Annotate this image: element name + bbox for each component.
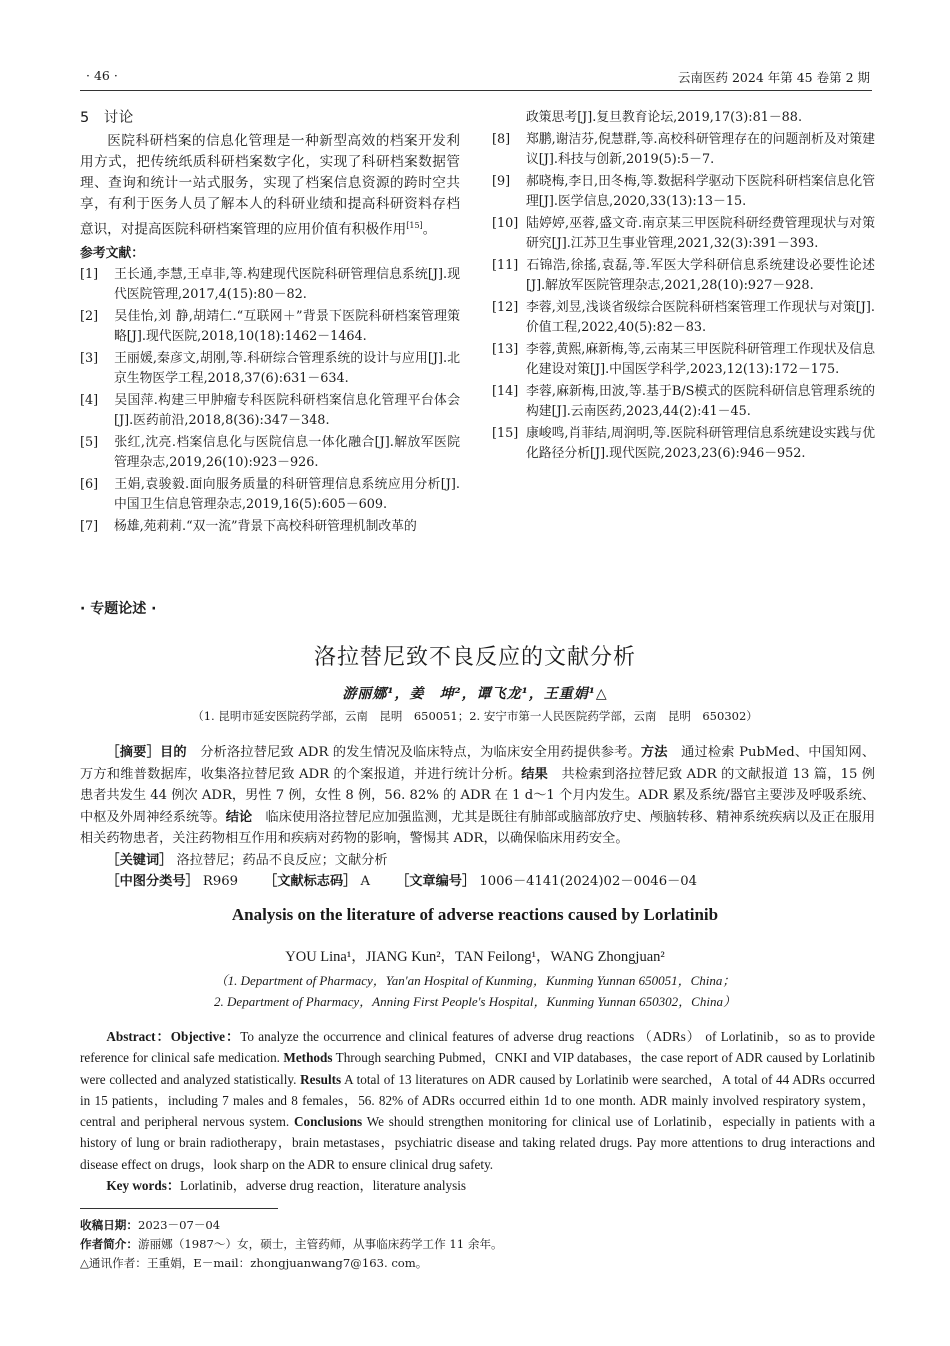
reference-item [80, 349, 460, 390]
reference-item [492, 424, 875, 465]
abstract-cn [80, 742, 875, 893]
corresponding-value: 王重娟，E－mail：zhongjuanwang7@163. com。 [146, 1256, 428, 1270]
citation: [15] [406, 221, 423, 230]
reference-item [492, 340, 875, 381]
conclusion-label: 结论 [225, 809, 253, 825]
header-rule [80, 90, 872, 91]
references-right [492, 130, 875, 465]
author-bio [80, 1235, 503, 1254]
affiliation-en-2: 2. Department of Pharmacy，Anning First People's Hospital，Kunming Yunnan 650302，China） [214, 994, 736, 1009]
clc-label: ［中图分类号］ [106, 874, 199, 889]
reference-text: 郑鹏,谢洁芬,倪慧群,等.高校科研管理存在的问题剖析及对策建议[J].科技与创新,2019(5):5－7. [526, 131, 875, 167]
abstract-cn-label: ［摘要］ [106, 745, 160, 760]
article-title-cn: 洛拉替尼致不良反应的文献分析 [313, 645, 636, 670]
discussion-text: 医院科研档案的信息化管理是一种新型高效的档案开发利用方式，把传统纸质科研档案数字化，实现了科研档案数据管理、查询和统计一站式服务，实现了档案信息资源的跨时空共享，有利于医务人员了解本人的科研业绩和提高科研资料存档意识，对提高医院科研档案管理的应用价值有积极作用 [80, 133, 460, 238]
reference-number: [4] [80, 392, 99, 408]
article-no-value: 1006－4141(2024)02－0046－04 [479, 874, 698, 889]
reference-item [80, 517, 460, 538]
abstract-cn-body [80, 742, 875, 850]
keywords-en [80, 1175, 875, 1196]
received-date [80, 1216, 503, 1235]
reference-text: 王丽媛,秦彦文,胡刚,等.科研综合管理系统的设计与应用[J].北京生物医学工程,2018,37(6):631－634. [114, 350, 460, 387]
reference-text: 张红,沈亮.档案信息化与医院信息一体化融合[J].解放军医院管理杂志,2019,26(10):923－926. [114, 434, 460, 471]
authors-cn: 游丽娜¹，姜 坤²，谭飞龙¹，王重娟¹△ [342, 686, 608, 702]
article-no-label: ［文章编号］ [396, 874, 476, 889]
classification-line [80, 871, 875, 893]
affiliation-en-1: （1. Department of Pharmacy，Yan'an Hospital of Kunming，Kunming Yunnan 650051，China； [214, 973, 736, 988]
author-bio-value: 游丽娜（1987～）女，硕士，主管药师，从事临床药学工作 11 余年。 [137, 1237, 503, 1251]
reference-number: [10] [492, 215, 519, 231]
reference-item [492, 298, 875, 339]
reference-continuation: 政策思考[J].复旦教育论坛,2019,17(3):81－88. [526, 110, 803, 125]
clc-value: R969 [202, 874, 239, 889]
discussion-heading [80, 108, 460, 129]
keywords-cn-value: 洛拉替尼；药品不良反应；文献分析 [176, 852, 388, 868]
corresponding-author [80, 1254, 503, 1273]
received-label: 收稿日期： [80, 1218, 138, 1232]
doc-code-label: ［文献标志码］ [264, 874, 357, 889]
authors-en: YOU Lina¹，JIANG Kun²，TAN Feilong¹，WANG Zhongjuan² [285, 949, 665, 965]
objective-en-label: Objective： [170, 1029, 241, 1044]
reference-item [492, 256, 875, 297]
methods-en-label: Methods [283, 1050, 333, 1066]
reference-item [80, 475, 460, 516]
reference-number: [3] [80, 350, 99, 366]
doc-code-value: A [360, 874, 371, 889]
reference-text: 王娟,袁骏毅.面向服务质量的科研管理信息系统应用分析[J].中国卫生信息管理杂志,2019,16(5):605－609. [114, 476, 460, 513]
reference-number: [13] [492, 341, 519, 357]
objective-text: 分析洛拉替尼致 ADR 的发生情况及临床特点，为临床安全用药提供参考。 [200, 745, 641, 760]
reference-item [80, 307, 460, 348]
reference-item [80, 433, 460, 474]
footnotes [80, 1216, 503, 1273]
results-en-label: Results [300, 1071, 342, 1087]
reference-number: [8] [492, 131, 511, 147]
results-en-text: A total of 13 literatures on ADR caused by Lorlatinib were searched，A total of 44 ADRs occurred in 15 patients，including 7 males and 8 females，56. 82% of ADRs occurred eithin 1d to one month. ADR mainly involved respiratory system，central and peripheral nervous system. [80, 1071, 875, 1130]
reference-number: [15] [492, 425, 519, 441]
reference-text: 杨雄,苑莉莉.“双一流”背景下高校科研管理机制改革的 [114, 518, 417, 534]
references-heading: 参考文献： [80, 245, 144, 261]
footnote-rule [80, 1208, 278, 1209]
author-bio-label: 作者简介： [80, 1237, 138, 1251]
abstract-en-body [80, 1026, 875, 1175]
conclusions-en-label: Conclusions [293, 1114, 363, 1130]
abstract-en-label: Abstract： [106, 1029, 171, 1044]
methods-label: 方法 [640, 745, 668, 760]
keywords-en-value: Lorlatinib，adverse drug reaction，literature analysis [180, 1178, 467, 1194]
conclusion-text: 临床使用洛拉替尼应加强监测，尤其是既往有肺部或脑部放疗史、颅脑转移、精神系统疾病以及正在服用相关药物患者，关注药物相互作用和疾病对药物的影响，警惕其 ADR，以确保临床用药安全。 [80, 809, 876, 846]
discussion-end: 。 [422, 221, 437, 238]
objective-en-text: To analyze the occurrence and clinical features of adverse drug reactions （ADRs） of Lorlatinib，so as to provide reference for clinical safe medication. [80, 1029, 875, 1066]
article-title-en: Analysis on the literature of adverse reactions caused by Lorlatinib [231, 905, 719, 924]
reference-text: 吴佳怡,刘 静,胡靖仁.“互联网＋”背景下医院科研档案管理策略[J].现代医院,2018,10(18):1462－1464. [114, 308, 460, 345]
reference-text: 李蓉,刘昱,浅谈省级综合医院科研档案管理工作现状与对策[J].价值工程,2022,40(5):82－83. [526, 299, 875, 335]
reference-item [492, 214, 875, 255]
discussion-paragraph [80, 131, 460, 241]
keywords-en-label: Key words： [106, 1178, 181, 1194]
reference-item [80, 391, 460, 432]
results-text: 共检索到洛拉替尼致 ADR 的文献报道 13 篇，15 例患者共发生 44 例次 ADR，男性 7 例，女性 8 例，56. 82% 的 ADR 在 1 d～1 个月内发生。ADR 累及系统/器官主要涉及呼吸系统、中枢及外周神经系统等。 [80, 766, 875, 825]
page-number: · 46 · [86, 68, 118, 83]
reference-number: [7] [80, 518, 99, 534]
section-number: 5 [80, 110, 90, 126]
reference-number: [5] [80, 434, 99, 450]
reference-text: 李蓉,麻新梅,田波,等.基于B/S模式的医院科研信息管理系统的构建[J].云南医药,2023,44(2):41－45. [526, 383, 875, 419]
results-label: 结果 [521, 766, 549, 782]
conclusions-en-text: We should strengthen monitoring for clinical use of Lorlatinib，especially in patients with a history of lung or brain radiotherapy，brain metastases，psychiatric disease and taking related drugs. Pay more attentions to drug interactions and disease effect on drugs，look sharp on the ADR to ensure clinical drug safety. [80, 1114, 876, 1172]
reference-number: [6] [80, 476, 99, 492]
topic-label: · 专题论述 · [80, 601, 157, 617]
reference-number: [11] [492, 257, 519, 273]
reference-item [492, 130, 875, 171]
reference-number: [2] [80, 308, 99, 324]
reference-number: [9] [492, 173, 511, 189]
reference-text: 石锦浩,徐搖,袁磊,等.军医大学科研信息系统建设必要性论述[J].解放军医院管理杂志,2021,28(10):927－928. [526, 257, 875, 293]
objective-label: 目的 [159, 745, 187, 760]
reference-text: 吴国萍.构建三甲肿瘤专科医院科研档案信息化管理平台体会[J].医药前沿,2018,8(36):347－348. [114, 392, 460, 429]
methods-text: 通过检索 PubMed、中国知网、万方和维普数据库，收集洛拉替尼致 ADR 的个案报道，并进行统计分析。 [80, 745, 876, 782]
reference-number: [12] [492, 299, 519, 315]
methods-en-text: Through searching Pubmed，CNKI and VIP databases，the case report of ADR caused by Lorlatinib were collected and analyzed statistically. [80, 1050, 875, 1087]
keywords-cn [80, 850, 875, 872]
corresponding-label: △通讯作者： [80, 1256, 147, 1270]
section-title: 讨论 [103, 110, 134, 126]
reference-number: [14] [492, 383, 519, 399]
journal-header: 云南医药 2024 年第 45 卷第 2 期 [677, 70, 870, 85]
reference-text: 郝晓梅,李日,田冬梅,等.数据科学驱动下医院科研档案信息化管理[J].医学信息,2020,33(13):13－15. [526, 173, 875, 209]
references-left [80, 265, 460, 538]
reference-number: [1] [80, 266, 99, 282]
reference-item [492, 172, 875, 213]
reference-item [492, 382, 875, 423]
affiliation-cn: （1. 昆明市延安医院药学部，云南 昆明 650051；2. 安宁市第一人民医院药学部，云南 昆明 650302） [192, 709, 758, 723]
left-column [80, 108, 460, 538]
reference-item [80, 265, 460, 306]
reference-text: 王长通,李慧,王卓非,等.构建现代医院科研管理信息系统[J].现代医院管理,2017,4(15):80－82. [114, 266, 460, 303]
keywords-cn-label: ［关键词］ [106, 852, 173, 868]
reference-text: 康峻鸣,肖菲结,周润明,等.医院科研管理信息系统建设实践与优化路径分析[J].现代医院,2023,23(6):946－952. [526, 425, 875, 461]
reference-text: 李蓉,黄熙,麻新梅,等,云南某三甲医院科研管理工作现状及信息化建设对策[J].中国医学科学,2023,12(13):172－175. [526, 341, 875, 377]
received-value: 2023－07－04 [137, 1218, 221, 1232]
right-column [492, 108, 875, 466]
reference-text: 陆婷婷,巫蓉,盛文奇.南京某三甲医院科研经费管理现状与对策研究[J].江苏卫生事业管理,2021,32(3):391－393. [526, 215, 875, 251]
abstract-en [80, 1026, 875, 1196]
